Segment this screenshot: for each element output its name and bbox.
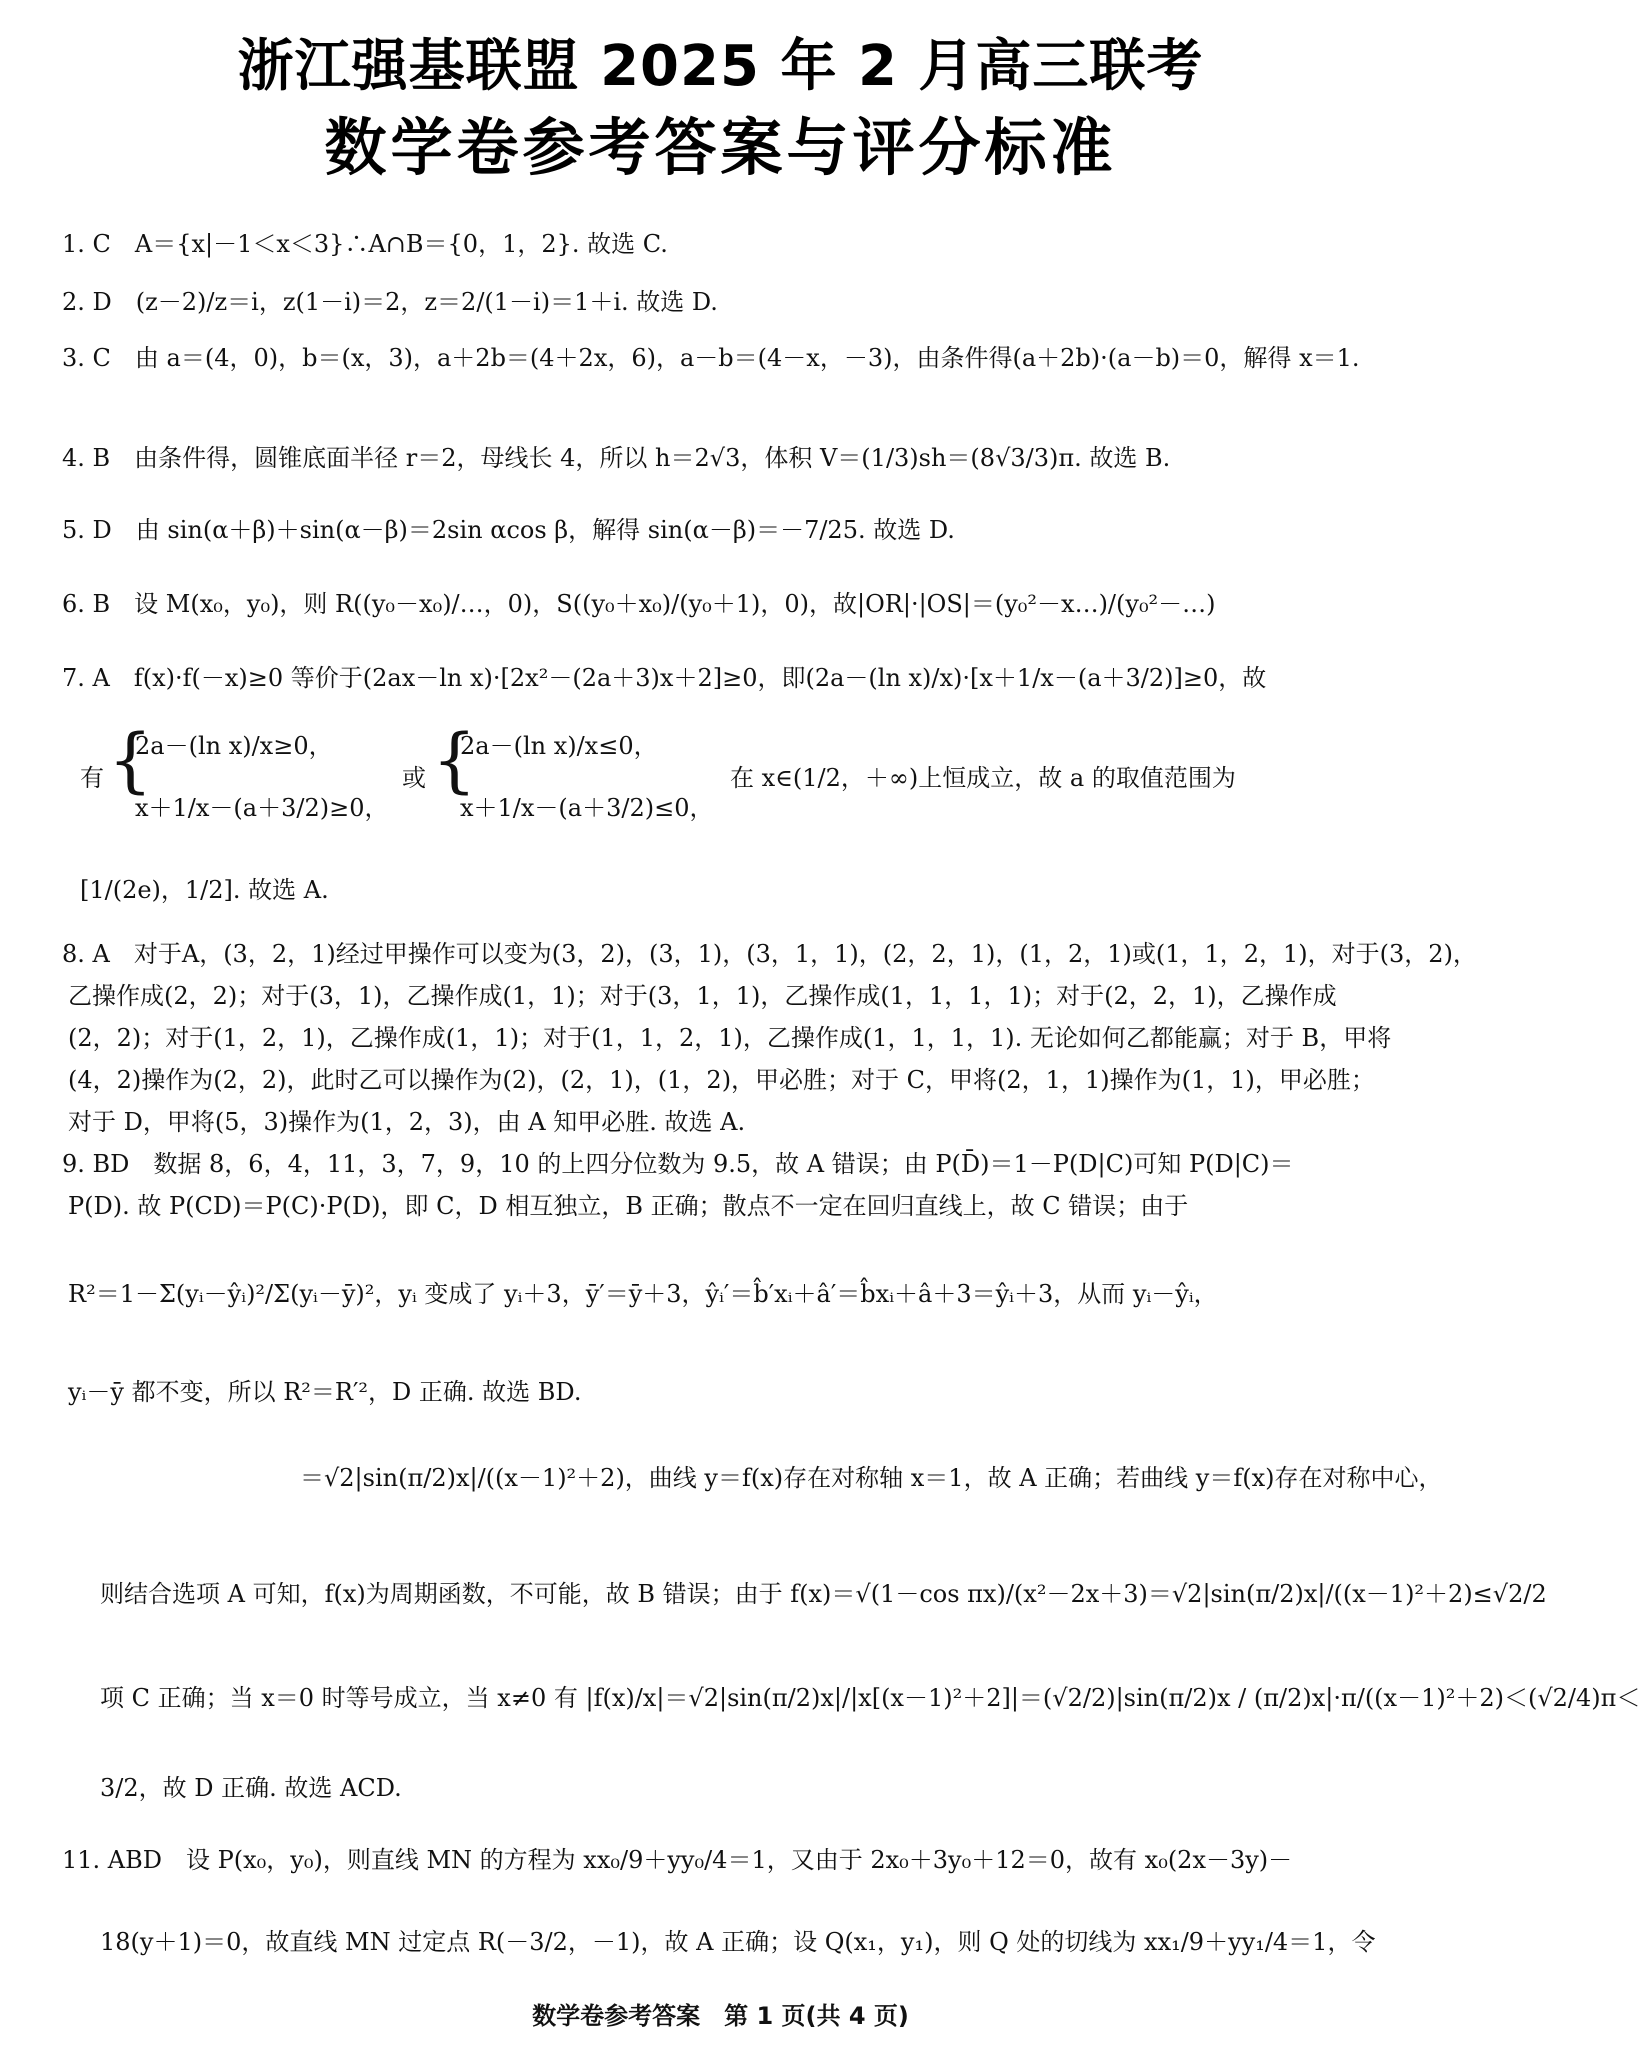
- answer-11-line-2: 18(y＋1)＝0，故直线 MN 过定点 R(－3/2，－1)，故 A 正确；设 Q(x₁，y₁)，则 Q 处的切线为 xx₁/9＋yy₁/4＝1，令: [100, 1928, 1376, 1956]
- page-subtitle: 数学卷参考答案与评分标准: [324, 111, 1117, 184]
- page-footer: 数学卷参考答案 第 1 页(共 4 页): [532, 2002, 909, 2030]
- page-title: 浙江强基联盟 2025 年 2 月高三联考: [237, 34, 1204, 99]
- answer-10-line-1: ＝√2|sin(π/2)x|/((x－1)²＋2)，曲线 y＝f(x)存在对称轴 x＝1，故 A 正确；若曲线 y＝f(x)存在对称中心，: [300, 1464, 1443, 1492]
- answer-8-line-2: 乙操作成(2，2)；对于(3，1)，乙操作成(1，1)；对于(3，1，1)，乙操作成(1，1，1，1)；对于(2，2，1)，乙操作成: [68, 982, 1337, 1010]
- answer-9-line-4: yᵢ－ȳ 都不变，所以 R²＝R′²，D 正确. 故选 BD.: [68, 1378, 582, 1406]
- answer-7-line-1: 7. A f(x)·f(－x)≥0 等价于(2ax－ln x)·[2x²－(2a＋3)x＋2]≥0，即(2a－(ln x)/x)·[x＋1/x－(a＋3/2)]≥0，故: [62, 664, 1267, 692]
- answer-8-line-5: 对于 D，甲将(5，3)操作为(1，2，3)，由 A 知甲必胜. 故选 A.: [68, 1108, 746, 1136]
- answer-7-huo: 或: [402, 764, 426, 792]
- answer-7-system-right-2: x＋1/x－(a＋3/2)≤0，: [460, 794, 714, 822]
- answer-10-line-2: 则结合选项 A 可知，f(x)为周期函数，不可能，故 B 错误；由于 f(x)＝√(1－cos πx)/(x²－2x＋3)＝√2|sin(π/2)x|/((x－1)²＋2)≤√2/2: [100, 1580, 1547, 1608]
- answer-7-you: 有: [80, 764, 104, 792]
- answer-9-line-3: R²＝1－Σ(yᵢ－ŷᵢ)²/Σ(yᵢ－ȳ)²，yᵢ 变成了 yᵢ＋3，ȳ′＝ȳ＋3，ŷᵢ′＝b̂′xᵢ＋â′＝b̂xᵢ＋â＋3＝ŷᵢ＋3，从而 yᵢ－ŷᵢ，: [68, 1280, 1218, 1308]
- answer-10-line-4: 3/2，故 D 正确. 故选 ACD.: [100, 1774, 402, 1802]
- answer-7-system-right-1: 2a－(ln x)/x≤0，: [460, 732, 658, 760]
- answer-3: 3. C 由 a＝(4，0)，b＝(x，3)，a＋2b＝(4＋2x，6)，a－b＝(4－x，－3)，由条件得(a＋2b)·(a－b)＝0，解得 x＝1.: [62, 344, 1360, 372]
- answer-8-line-3: (2，2)；对于(1，2，1)，乙操作成(1，1)；对于(1，1，2，1)，乙操作成(1，1，1，1). 无论如何乙都能赢；对于 B，甲将: [68, 1024, 1392, 1052]
- answer-7-line-2: 在 x∈(1/2，＋∞)上恒成立，故 a 的取值范围为: [730, 764, 1236, 792]
- answer-9-line-1: 9. BD 数据 8，6，4，11，3，7，9，10 的上四分位数为 9.5，故 A 错误；由 P(D̄)＝1－P(D|C)可知 P(D|C)＝: [62, 1150, 1294, 1178]
- left-brace-icon: {: [432, 719, 477, 801]
- answer-6: 6. B 设 M(x₀，y₀)，则 R((y₀－x₀)/…，0)，S((y₀＋x₀)/(y₀＋1)，0)，故|OR|·|OS|＝(y₀²－x…)/(y₀²－…): [62, 590, 1216, 618]
- answer-1: 1. C A＝{x|－1＜x＜3}∴A∩B＝{0，1，2}. 故选 C.: [62, 230, 668, 258]
- answer-2: 2. D (z－2)/z＝i，z(1－i)＝2，z＝2/(1－i)＝1＋i. 故选 D.: [62, 288, 718, 316]
- answer-7-line-3: [1/(2e)，1/2]. 故选 A.: [80, 876, 329, 904]
- answer-7-system-left-2: x＋1/x－(a＋3/2)≥0，: [135, 794, 389, 822]
- answer-11-line-1: 11. ABD 设 P(x₀，y₀)，则直线 MN 的方程为 xx₀/9＋yy₀/4＝1，又由于 2x₀＋3y₀＋12＝0，故有 x₀(2x－3y)－: [62, 1846, 1293, 1874]
- answer-7-system-left-1: 2a－(ln x)/x≥0，: [135, 732, 333, 760]
- answer-8-line-1: 8. A 对于A，(3，2，1)经过甲操作可以变为(3，2)，(3，1)，(3，1，1)，(2，2，1)，(1，2，1)或(1，1，2，1)，对于(3，2)，: [62, 940, 1477, 968]
- answer-4: 4. B 由条件得，圆锥底面半径 r＝2，母线长 4，所以 h＝2√3，体积 V＝(1/3)sh＝(8√3/3)π. 故选 B.: [62, 444, 1171, 472]
- answer-10-line-3: 项 C 正确；当 x＝0 时等号成立，当 x≠0 有 |f(x)/x|＝√2|sin(π/2)x|/|x[(x－1)²＋2]|＝(√2/2)|sin(π/2)x / (π/2)x|·π/((x－1)²＋2)＜(√2/4)π＜: [100, 1684, 1640, 1712]
- answer-5: 5. D 由 sin(α＋β)＋sin(α－β)＝2sin αcos β，解得 sin(α－β)＝－7/25. 故选 D.: [62, 516, 955, 544]
- left-brace-icon: {: [108, 719, 153, 801]
- answer-9-line-2: P(D). 故 P(CD)＝P(C)·P(D)，即 C，D 相互独立，B 正确；散点不一定在回归直线上，故 C 错误；由于: [68, 1192, 1189, 1220]
- answer-8-line-4: (4，2)操作为(2，2)，此时乙可以操作为(2)，(2，1)，(1，2)，甲必胜；对于 C，甲将(2，1，1)操作为(1，1)，甲必胜；: [68, 1066, 1375, 1094]
